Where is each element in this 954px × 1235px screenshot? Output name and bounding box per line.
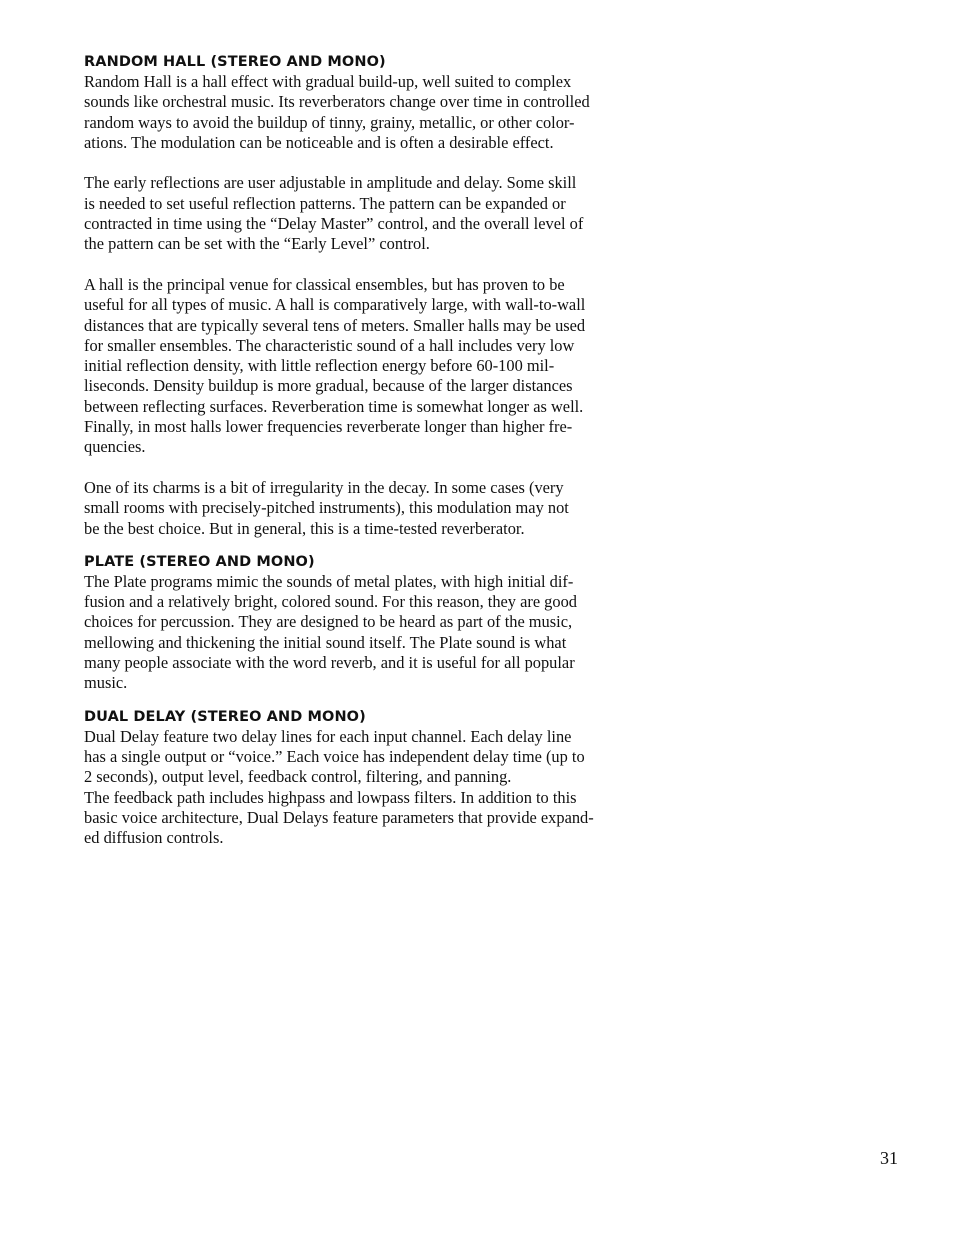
text-line: basic voice architecture, Dual Delays feature parameters that provide expand- [84, 807, 594, 827]
text-line: between reflecting surfaces. Reverberation time is somewhat longer as well. [84, 396, 584, 416]
text-line: The early reflections are user adjustable in amplitude and delay. Some skill [84, 173, 577, 193]
text-line: initial reflection density, with little reflection energy before 60-100 mil- [84, 356, 555, 376]
text-line: many people associate with the word reverb, and it is useful for all popular [84, 653, 575, 673]
text-line: music. [84, 673, 128, 693]
page-content [84, 52, 604, 848]
section-dual-delay [84, 707, 604, 849]
text-line: random ways to avoid the buildup of tinny, grainy, metallic, or other color- [84, 112, 575, 132]
text-line: liseconds. Density buildup is more gradual, because of the larger distances [84, 376, 573, 396]
section-plate [84, 552, 604, 694]
text-line: 2 seconds), output level, feedback control, filtering, and panning. [84, 767, 512, 787]
section-heading: RANDOM HALL (STEREO AND MONO) [84, 54, 386, 70]
text-line: Finally, in most halls lower frequencies reverberate longer than higher fre- [84, 417, 573, 437]
section-heading: PLATE (STEREO AND MONO) [84, 553, 315, 570]
text-line: contracted in time using the “Delay Master” control, and the overall level of [84, 214, 584, 234]
text-line: the pattern can be set with the “Early Level” control. [84, 234, 430, 254]
text-line: choices for percussion. They are designed to be heard as part of the music, [84, 612, 573, 632]
text-line: sounds like orchestral music. Its reverberators change over time in controlled [84, 92, 590, 112]
page-number: 31 [880, 1148, 898, 1168]
text-line: A hall is the principal venue for classical ensembles, but has proven to be [84, 274, 565, 294]
text-line: be the best choice. But in general, this is a time-tested reverberator. [84, 518, 525, 538]
text-line: Random Hall is a hall effect with gradual build-up, well suited to complex [84, 72, 572, 91]
text-line: has a single output or “voice.” Each voice has independent delay time (up to [84, 746, 585, 766]
paragraph [84, 478, 604, 539]
paragraph [84, 572, 604, 694]
text-line: useful for all types of music. A hall is comparatively large, with wall-to-wall [84, 295, 586, 315]
text-line: is needed to set useful reflection patterns. The pattern can be expanded or [84, 193, 566, 213]
section-heading: DUAL DELAY (STEREO AND MONO) [84, 708, 366, 725]
text-line: Dual Delay feature two delay lines for each input channel. Each delay line [84, 726, 572, 746]
text-line: small rooms with precisely-pitched instruments), this modulation may not [84, 498, 569, 518]
text-line: One of its charms is a bit of irregularity in the decay. In some cases (very [84, 477, 564, 497]
text-line: mellowing and thickening the initial sound itself. The Plate sound is what [84, 632, 567, 652]
paragraph [84, 173, 604, 254]
paragraph [84, 72, 604, 153]
paragraph [84, 275, 604, 458]
text-line: for smaller ensembles. The characteristic sound of a hall includes very low [84, 335, 575, 355]
paragraph [84, 727, 604, 849]
text-line: fusion and a relatively bright, colored sound. For this reason, they are good [84, 592, 577, 612]
text-line: The Plate programs mimic the sounds of metal plates, with high initial dif- [84, 571, 574, 591]
text-line: ations. The modulation can be noticeable and is often a desirable effect. [84, 132, 554, 152]
text-line: quencies. [84, 437, 146, 457]
text-line: The feedback path includes highpass and lowpass filters. In addition to this [84, 787, 577, 807]
text-line: ed diffusion controls. [84, 828, 224, 848]
section-random-hall [84, 52, 604, 539]
text-line: distances that are typically several tens of meters. Smaller halls may be used [84, 315, 586, 335]
